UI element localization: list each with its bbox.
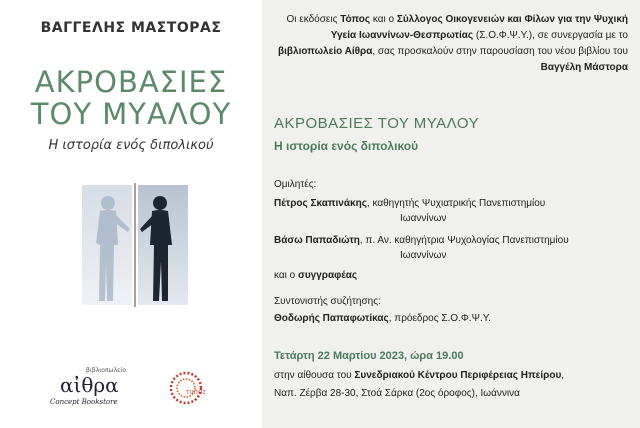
intro-association: Σύλλογος Οικογενειών και Φίλων για την Ψυχική Υγεία Ιωαννίνων-Θεσπρωτίας (330, 14, 628, 41)
topos-logo (168, 370, 218, 410)
moderator (274, 312, 491, 325)
intro-paragraph (274, 12, 628, 76)
book-cover (0, 0, 262, 428)
event-title: ΑΚΡΟΒΑΣΙΕΣ ΤΟΥ ΜΥΑΛΟΥ (274, 115, 480, 132)
speaker-2-role-cont: Ιωαννίνων (400, 250, 447, 261)
event-datetime: Τετάρτη 22 Μαρτίου 2023, ώρα 19.00 (274, 350, 464, 362)
speaker-1-role-cont: Ιωαννίνων (400, 213, 447, 224)
aithra-logo (50, 367, 130, 413)
intro-bookstore: βιβλιοπωλείο Αίθρα (278, 46, 373, 57)
two-figures-illustration (78, 183, 192, 307)
speaker-1-name: Πέτρος Σκαπινάκης (274, 198, 367, 209)
intro-text-3: (Σ.Ο.Φ.Ψ.Υ.), σε συνεργασία με το (473, 30, 628, 41)
topos-logo-text: ΤΟΠΟΣ (186, 390, 207, 396)
invitation-text-panel (262, 0, 640, 428)
aithra-logo-small: βιβλιοπωλείο (86, 367, 127, 374)
address: Ναπ. Ζέρβα 28-30, Στοά Σάρκα (2ος όροφος), Ιωάννινα (274, 388, 520, 399)
moderator-name: Θοδωρής Παπαφωτίκας (274, 313, 389, 324)
speaker-2 (274, 234, 569, 247)
moderator-label: Συντονιστής συζήτησης: (274, 296, 381, 307)
topos-emblem-icon (168, 370, 207, 406)
speaker-2-role: , π. Αν. καθηγήτρια Ψυχολογίας Πανεπιστημίου (359, 235, 569, 246)
moderator-role: , πρόεδρος Σ.Ο.Φ.Ψ.Υ. (388, 313, 491, 324)
aithra-logo-main: αἰθρα (60, 373, 119, 397)
cover-author: ΒΑΓΓΕΛΗΣ ΜΑΣΤΟΡΑΣ (40, 20, 222, 36)
event-subtitle: Η ιστορία ενός διπολικού (274, 139, 419, 153)
speaker-1 (274, 197, 545, 210)
intro-text-4: , σας προσκαλούν στην παρουσίαση του νέου βιβλίου του (372, 46, 628, 57)
author-speaker-word: συγγραφέας (298, 270, 358, 281)
intro-text-1: Οι εκδόσεις (286, 14, 341, 25)
intro-author: Βαγγέλη Μάστορα (540, 62, 628, 73)
author-speaker (274, 269, 357, 282)
venue-name: Συνεδριακού Κέντρου Περιφέρειας Ηπείρου (354, 370, 562, 381)
cover-title-line2: ΤΟΥ ΜΥΑΛΟΥ (30, 97, 232, 131)
venue-post: , (561, 370, 565, 381)
speaker-2-name: Βάσω Παπαδιώτη (274, 235, 360, 246)
speakers-label: Ομιλητές: (274, 179, 317, 190)
intro-text-2: και ο (370, 14, 397, 25)
cover-title-line1: ΑΚΡΟΒΑΣΙΕΣ (34, 65, 228, 99)
aithra-logo-concept: Concept Bookstore (50, 398, 118, 406)
cover-title (0, 66, 262, 130)
venue-pre: στην αίθουσα του (274, 370, 355, 381)
cover-subtitle: Η ιστορία ενός διπολικού (48, 138, 214, 153)
speaker-1-role: , καθηγητής Ψυχιατρικής Πανεπιστημίου (366, 198, 546, 209)
author-speaker-pre: και ο (274, 270, 298, 281)
intro-publisher: Τόπος (340, 14, 371, 25)
venue (274, 369, 564, 382)
